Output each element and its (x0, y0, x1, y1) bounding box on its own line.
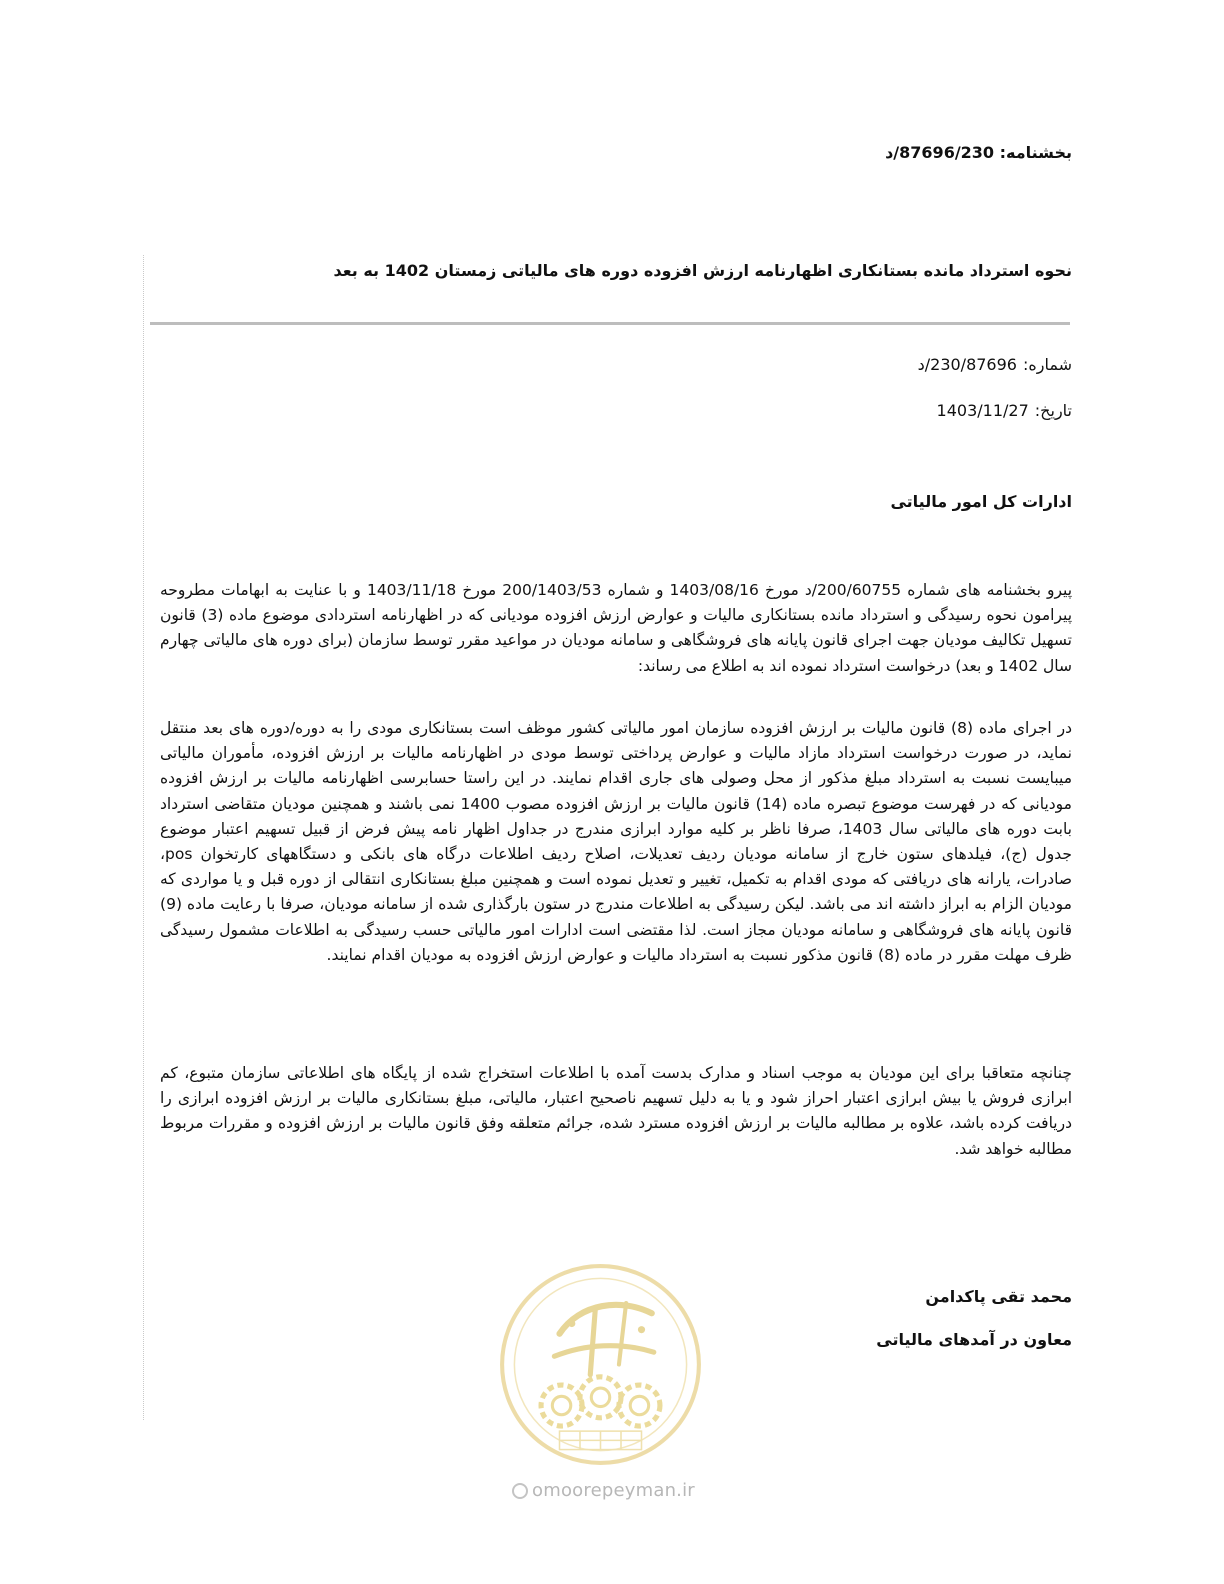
left-margin-line (143, 255, 144, 1420)
letter-number-value: 230/87696/د (917, 355, 1017, 374)
body-paragraph: پیرو بخشنامه های شماره 200/60755/د مورخ 1403/08/16 و شماره 200/1403/53 مورخ 1403/11/18 و با عنایت به ابهامات مطروحه پیرامون نحوه رسیدگی و استرداد مانده بستانکاری مالیات و عوارض ارزش افزوده مودیانی که در اظهارنامه استردادی موضوع ماده (3) قانون تسهیل تکالیف مودیان جهت اجرای قانون پایانه های فروشگاهی و سامانه مودیان در مواعید مقرر توسط سازمان (برای دوره های مالیاتی چهارم سال 1402 و بعد) درخواست استرداد نموده اند به اطلاع می رساند: (160, 581, 1073, 675)
letter-number (918, 355, 1072, 374)
title-divider (150, 322, 1070, 325)
watermark-website-text: omoorepeyman.ir (532, 1480, 695, 1501)
addressee: ادارات کل امور مالیاتی (890, 492, 1072, 511)
document-title: نحوه استرداد مانده بستانکاری اظهارنامه ارزش افزوده دوره های مالیاتی زمستان 1402 به بعد (333, 261, 1072, 280)
signatory-name: محمد تقی پاکدامن (925, 1287, 1072, 1306)
globe-icon (512, 1483, 528, 1499)
signatory-title: معاون در آمدهای مالیاتی (876, 1330, 1072, 1349)
watermark-website (512, 1480, 695, 1501)
circular-number: بخشنامه: 87696/230/د (885, 143, 1072, 162)
body-paragraph: در اجرای ماده (8) قانون مالیات بر ارزش افزوده سازمان امور مالیاتی کشور موظف است بستانکاری مودی را به دوره/دوره های بعد منتقل نماید، در صورت درخواست استرداد مازاد مالیات و عوارض پرداختی توسط مودی در اظهارنامه مالیات بر ارزش افزوده، مأموران مالیاتی میبایست نسبت به استرداد مبلغ مذکور از محل وصولی های جاری اقدام نمایند. در این راستا حسابرسی اظهارنامه مالیات بر ارزش افزوده مودیانی که در فهرست موضوع تبصره ماده (14) قانون مالیات بر ارزش افزوده مصوب 1400 نمی باشند و همچنین مودیان متقاضی استرداد بابت دوره های مالیاتی سال 1403، صرفا ناظر بر کلیه موارد ابرازی مندرج در جداول اظهار نامه پیش فرض از قبیل تسهیم اعتبار موضوع جدول (ج)، فیلدهای ستون خارج از سامانه مودیان ردیف تعدیلات، اصلاح ردیف اطلاعات درگاه های بانکی و دستگاههای کارتخوان pos، صادرات، یارانه های دریافتی که مودی اقدام به تکمیل، تغییر و تعدیل نموده است و همچنین مبلغ بستانکاری انتقالی از دوره قبل و یا مواردی که مودیان الزام به ابراز داشته اند می باشد. لیکن رسیدگی به اطلاعات مندرج در ستون بارگذاری شده از سامانه مودیان، صرفا با رعایت ماده (9) قانون پایانه های فروشگاهی و سامانه مودیان مجاز است. لذا مقتضی است ادارات امور مالیاتی حسب رسیدگی به اطلاعات مشمول رسیدگی ظرف مهلت مقرر در ماده (8) قانون مذکور نسبت به استرداد مالیات و عوارض ارزش افزوده به مودیان اقدام نمایند. (160, 719, 1072, 964)
omoorepeyman-logo-icon (498, 1262, 703, 1467)
body-paragraph: چنانچه متعاقبا برای این مودیان به موجب اسناد و مدارک بدست آمده با اطلاعات استخراج شده از پایگاه های اطلاعاتی سازمان متبوع، کم ابرازی فروش یا بیش ابرازی اعتبار احراز شود و یا به دلیل تسهیم ناصحیح اعتبار، مالیاتی، مبلغ بستانکاری مالیات بر ارزش افزوده ابرازی را دریافت کرده باشد، علاوه بر مطالبه مالیات بر ارزش افزوده مسترد شده، جرائم متعلقه وفق قانون مالیات بر ارزش افزوده و مقررات مربوط مطالبه خواهد شد. (160, 1064, 1072, 1158)
letter-date-label: تاریخ: (1034, 401, 1072, 420)
letter-date (937, 401, 1072, 420)
letter-date-value: 1403/11/27 (936, 401, 1029, 420)
letter-number-label: شماره: (1022, 355, 1072, 374)
